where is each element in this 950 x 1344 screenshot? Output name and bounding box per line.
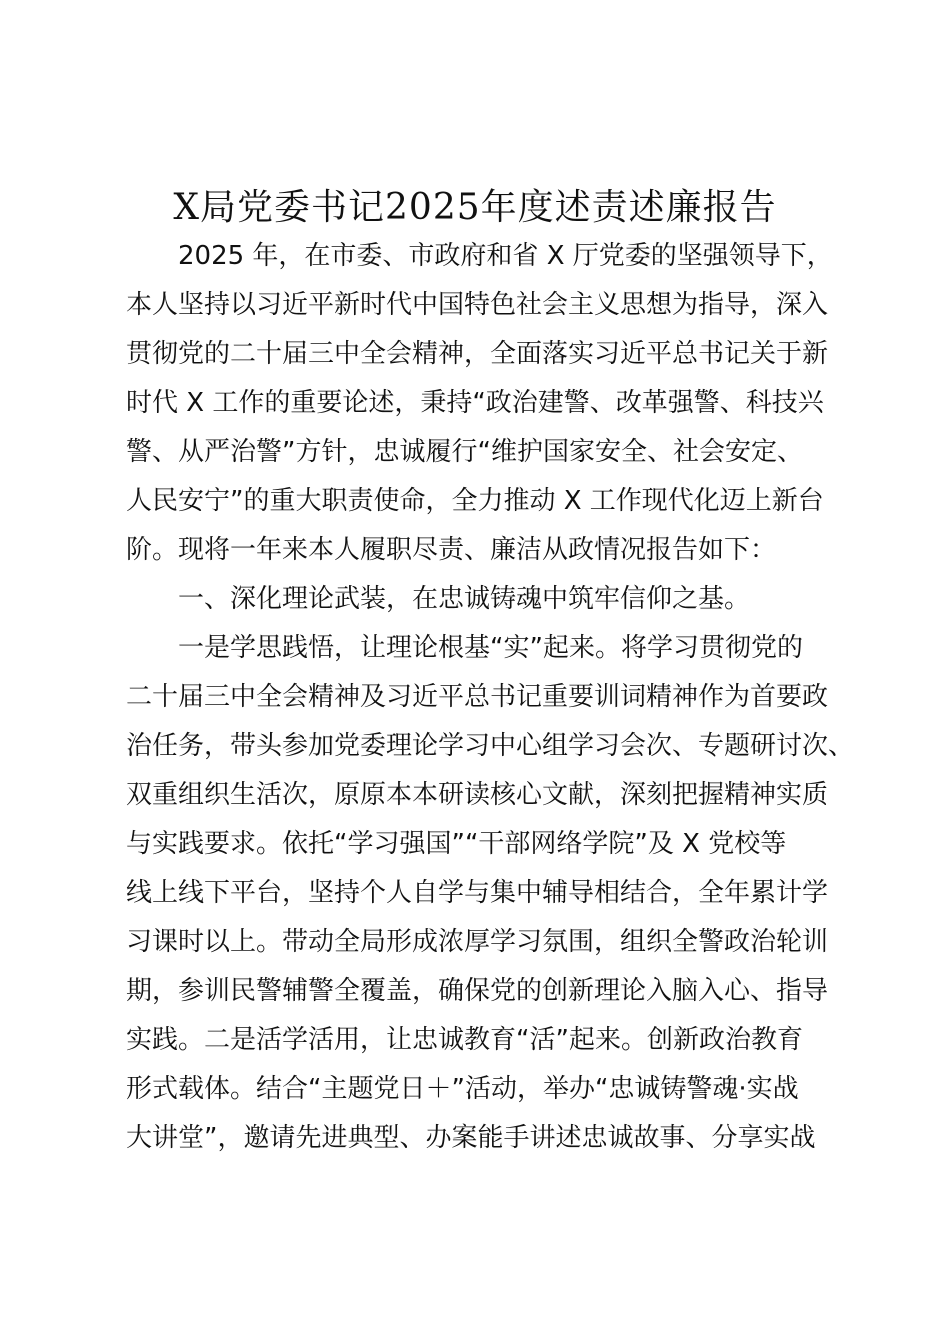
section-heading: 一、深化理论武装，在忠诚铸魂中筑牢信仰之基。 [178,584,751,614]
paragraph-line: 治任务，带头参加党委理论学习中心组学习会次、专题研讨次、 [126,731,855,761]
paragraph-line: 一是学思践悟，让理论根基“实”起来。将学习贯彻党的 [178,633,803,663]
paragraph-line: 实践。二是活学活用，让忠诚教育“活”起来。创新政治教育 [126,1025,803,1055]
document-title: X局党委书记2025年度述责述廉报告 [173,187,777,228]
paragraph-line: 线上线下平台，坚持个人自学与集中辅导相结合，全年累计学 [126,878,829,908]
paragraph-line: 本人坚持以习近平新时代中国特色社会主义思想为指导，深入 [126,290,829,320]
paragraph-line: 警、从严治警”方针，忠诚履行“维护国家安全、社会安定、 [126,437,803,467]
paragraph-line: 大讲堂”，邀请先进典型、办案能手讲述忠诚故事、分享实战 [126,1123,816,1153]
paragraph-line: 人民安宁”的重大职责使命，全力推动 X 工作现代化迈上新台 [126,486,824,516]
paragraph-line: 习课时以上。带动全局形成浓厚学习氛围，组织全警政治轮训 [126,927,829,957]
paragraph-line: 阶。现将一年来本人履职尽责、廉洁从政情况报告如下： [126,535,777,565]
paragraph-line: 二十届三中全会精神及习近平总书记重要训词精神作为首要政 [126,682,829,712]
paragraph-line: 贯彻党的二十届三中全会精神，全面落实习近平总书记关于新 [126,339,829,369]
paragraph-line: 时代 X 工作的重要论述，秉持“政治建警、改革强警、科技兴 [126,388,824,418]
paragraph-line: 2025 年，在市委、市政府和省 X 厅党委的坚强领导下， [178,241,833,271]
paragraph-line: 期，参训民警辅警全覆盖，确保党的创新理论入脑入心、指导 [126,976,829,1006]
document-body [126,232,855,1163]
paragraph-line: 与实践要求。依托“学习强国”“干部网络学院”及 X 党校等 [126,829,787,859]
paragraph-line: 形式载体。结合“主题党日＋”活动，举办“忠诚铸警魂·实战 [126,1074,799,1104]
paragraph-line: 双重组织生活次，原原本本研读核心文献，深刻把握精神实质 [126,780,829,810]
